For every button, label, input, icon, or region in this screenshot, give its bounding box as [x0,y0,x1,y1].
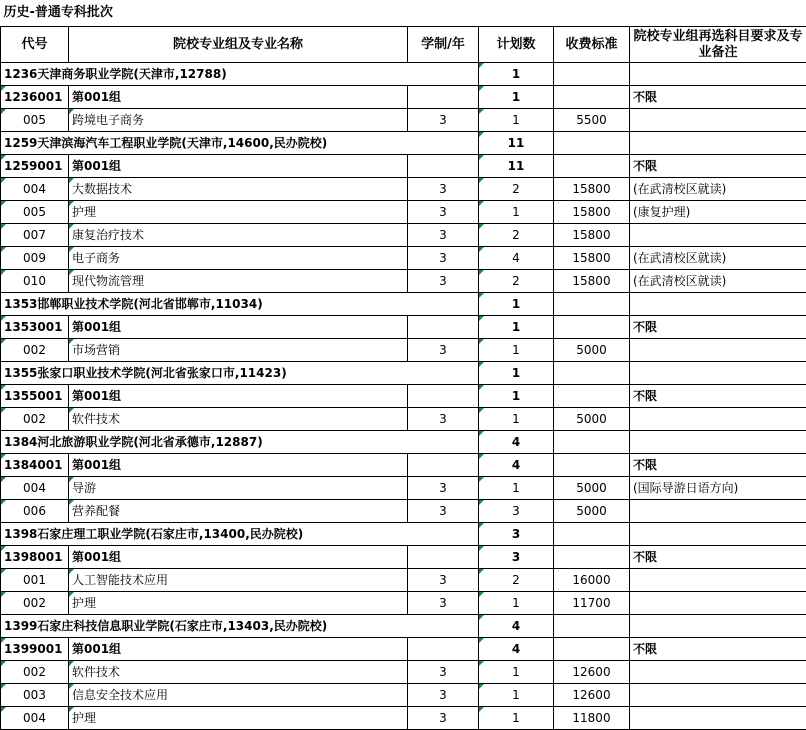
cell-name[interactable]: 1384河北旅游职业学院(河北省承德市,12887) [1,431,479,454]
major-row [1,270,806,293]
cell-code[interactable]: 1355001 [1,385,69,408]
cell-years[interactable]: 3 [408,500,479,523]
school-row [1,293,806,316]
cell-plan[interactable]: 1 [479,63,554,86]
cell-code[interactable]: 1398001 [1,546,69,569]
cell-plan[interactable]: 4 [479,247,554,270]
cell-note[interactable] [630,569,806,592]
cell-name[interactable]: 第001组 [69,546,408,569]
cell-fee[interactable]: 5000 [554,339,630,362]
cell-fee[interactable]: 11800 [554,707,630,730]
cell-code[interactable]: 002 [1,339,69,362]
cell-note[interactable] [630,132,806,155]
group-row [1,454,806,477]
school-row [1,63,806,86]
cell-name[interactable]: 人工智能技术应用 [69,569,408,592]
cell-note[interactable] [630,408,806,431]
cell-fee[interactable]: 15800 [554,270,630,293]
cell-name[interactable]: 第001组 [69,385,408,408]
cell-years[interactable] [408,638,479,661]
header-row [1,27,806,63]
cell-years[interactable] [408,316,479,339]
cell-plan[interactable]: 1 [479,293,554,316]
cell-note[interactable]: 不限 [630,86,806,109]
header-fee[interactable]: 收费标准 [554,27,630,63]
cell-note[interactable] [630,661,806,684]
group-row [1,385,806,408]
major-row [1,109,806,132]
cell-code[interactable]: 006 [1,500,69,523]
group-row [1,86,806,109]
school-row [1,523,806,546]
cell-plan[interactable]: 3 [479,500,554,523]
cell-note[interactable]: 不限 [630,316,806,339]
cell-fee[interactable]: 5000 [554,408,630,431]
group-row [1,316,806,339]
cell-fee[interactable]: 15800 [554,224,630,247]
cell-code[interactable]: 1384001 [1,454,69,477]
school-row [1,615,806,638]
cell-fee[interactable]: 5500 [554,109,630,132]
cell-plan[interactable]: 4 [479,454,554,477]
cell-fee[interactable] [554,431,630,454]
cell-fee[interactable] [554,523,630,546]
major-row [1,224,806,247]
cell-name[interactable]: 护理 [69,707,408,730]
cell-note[interactable]: 不限 [630,155,806,178]
cell-years[interactable]: 3 [408,684,479,707]
cell-fee[interactable] [554,638,630,661]
cell-note[interactable]: (在武清校区就读) [630,247,806,270]
cell-fee[interactable] [554,63,630,86]
cell-name[interactable]: 康复治疗技术 [69,224,408,247]
cell-plan[interactable]: 2 [479,569,554,592]
cell-name[interactable]: 大数据技术 [69,178,408,201]
header-years[interactable]: 学制/年 [408,27,479,63]
cell-plan[interactable]: 1 [479,339,554,362]
cell-years[interactable] [408,546,479,569]
cell-code[interactable]: 004 [1,707,69,730]
cell-name[interactable]: 1353邯郸职业技术学院(河北省邯郸市,11034) [1,293,479,316]
major-row [1,500,806,523]
cell-note[interactable]: (康复护理) [630,201,806,224]
cell-note[interactable] [630,500,806,523]
cell-code[interactable]: 005 [1,201,69,224]
cell-plan[interactable]: 4 [479,431,554,454]
group-row [1,638,806,661]
cell-note[interactable] [630,615,806,638]
cell-name[interactable]: 跨境电子商务 [69,109,408,132]
cell-name[interactable]: 护理 [69,201,408,224]
cell-note[interactable] [630,293,806,316]
cell-plan[interactable]: 4 [479,638,554,661]
cell-note[interactable] [630,339,806,362]
sheet-title-row [1,0,806,27]
group-row [1,155,806,178]
cell-code[interactable]: 003 [1,684,69,707]
school-row [1,362,806,385]
cell-plan[interactable]: 2 [479,224,554,247]
cell-fee[interactable]: 12600 [554,661,630,684]
cell-name[interactable]: 第001组 [69,155,408,178]
cell-name[interactable]: 第001组 [69,638,408,661]
cell-note[interactable] [630,684,806,707]
major-row [1,592,806,615]
cell-fee[interactable]: 15800 [554,247,630,270]
cell-plan[interactable]: 3 [479,546,554,569]
cell-code[interactable]: 007 [1,224,69,247]
cell-fee[interactable]: 15800 [554,178,630,201]
major-row [1,201,806,224]
cell-name[interactable]: 第001组 [69,454,408,477]
cell-name[interactable]: 1236天津商务职业学院(天津市,12788) [1,63,479,86]
cell-plan[interactable]: 2 [479,270,554,293]
cell-name[interactable]: 第001组 [69,316,408,339]
cell-fee[interactable] [554,86,630,109]
cell-plan[interactable]: 1 [479,661,554,684]
cell-code[interactable]: 002 [1,408,69,431]
cell-code[interactable]: 005 [1,109,69,132]
cell-fee[interactable] [554,362,630,385]
cell-name[interactable]: 导游 [69,477,408,500]
cell-note[interactable] [630,63,806,86]
cell-plan[interactable]: 1 [479,385,554,408]
cell-note[interactable]: 不限 [630,638,806,661]
cell-note[interactable]: 不限 [630,385,806,408]
cell-plan[interactable]: 11 [479,155,554,178]
cell-code[interactable]: 002 [1,592,69,615]
header-plan[interactable]: 计划数 [479,27,554,63]
cell-name[interactable]: 1355张家口职业技术学院(河北省张家口市,11423) [1,362,479,385]
cell-code[interactable]: 1236001 [1,86,69,109]
cell-fee[interactable] [554,316,630,339]
cell-fee[interactable] [554,132,630,155]
cell-fee[interactable] [554,155,630,178]
school-row [1,431,806,454]
header-name[interactable]: 院校专业组及专业名称 [69,27,408,63]
cell-name[interactable]: 1259天津滨海汽车工程职业学院(天津市,14600,民办院校) [1,132,479,155]
cell-plan[interactable]: 1 [479,408,554,431]
cell-name[interactable]: 1398石家庄理工职业学院(石家庄市,13400,民办院校) [1,523,479,546]
cell-name[interactable]: 第001组 [69,86,408,109]
cell-years[interactable] [408,155,479,178]
cell-code[interactable]: 1353001 [1,316,69,339]
cell-fee[interactable]: 5000 [554,477,630,500]
header-note[interactable]: 院校专业组再选科目要求及专业备注 [630,27,806,63]
cell-years[interactable] [408,385,479,408]
major-row [1,408,806,431]
cell-years[interactable]: 3 [408,408,479,431]
cell-fee[interactable] [554,293,630,316]
cell-years[interactable]: 3 [408,477,479,500]
cell-years[interactable]: 3 [408,201,479,224]
major-row [1,477,806,500]
header-code[interactable]: 代号 [1,27,69,63]
cell-name[interactable]: 信息安全技术应用 [69,684,408,707]
cell-name[interactable]: 1399石家庄科技信息职业学院(石家庄市,13403,民办院校) [1,615,479,638]
cell-fee[interactable] [554,385,630,408]
cell-years[interactable]: 3 [408,661,479,684]
major-row [1,339,806,362]
cell-name[interactable]: 营养配餐 [69,500,408,523]
cell-plan[interactable]: 1 [479,316,554,339]
cell-plan[interactable]: 1 [479,684,554,707]
cell-note[interactable] [630,523,806,546]
cell-plan[interactable]: 11 [479,132,554,155]
cell-years[interactable]: 3 [408,707,479,730]
cell-years[interactable]: 3 [408,224,479,247]
cell-years[interactable]: 3 [408,109,479,132]
cell-code[interactable]: 1259001 [1,155,69,178]
cell-plan[interactable]: 1 [479,86,554,109]
cell-fee[interactable] [554,615,630,638]
major-row [1,247,806,270]
cell-plan[interactable]: 1 [479,477,554,500]
cell-plan[interactable]: 1 [479,592,554,615]
cell-plan[interactable]: 1 [479,109,554,132]
cell-note[interactable] [630,592,806,615]
cell-years[interactable]: 3 [408,339,479,362]
cell-name[interactable]: 软件技术 [69,408,408,431]
cell-name[interactable]: 现代物流管理 [69,270,408,293]
cell-plan[interactable]: 4 [479,615,554,638]
cell-code[interactable]: 004 [1,477,69,500]
cell-years[interactable]: 3 [408,247,479,270]
cell-plan[interactable]: 1 [479,707,554,730]
major-row [1,569,806,592]
cell-years[interactable]: 3 [408,270,479,293]
cell-note[interactable] [630,224,806,247]
cell-note[interactable]: (在武清校区就读) [630,270,806,293]
cell-years[interactable]: 3 [408,592,479,615]
cell-code[interactable]: 009 [1,247,69,270]
cell-note[interactable]: 不限 [630,454,806,477]
cell-note[interactable] [630,707,806,730]
cell-years[interactable]: 3 [408,178,479,201]
major-row [1,707,806,730]
cell-fee[interactable] [554,546,630,569]
cell-name[interactable]: 护理 [69,592,408,615]
cell-name[interactable]: 软件技术 [69,661,408,684]
cell-note[interactable] [630,109,806,132]
cell-code[interactable]: 010 [1,270,69,293]
cell-fee[interactable]: 12600 [554,684,630,707]
cell-years[interactable] [408,86,479,109]
cell-note[interactable]: (在武清校区就读) [630,178,806,201]
cell-note[interactable]: 不限 [630,546,806,569]
cell-fee[interactable]: 15800 [554,201,630,224]
cell-fee[interactable]: 11700 [554,592,630,615]
school-row [1,132,806,155]
cell-fee[interactable]: 16000 [554,569,630,592]
cell-plan[interactable]: 1 [479,362,554,385]
major-row [1,661,806,684]
cell-code[interactable]: 004 [1,178,69,201]
cell-fee[interactable]: 5000 [554,500,630,523]
major-row [1,178,806,201]
cell-note[interactable]: (国际导游日语方向) [630,477,806,500]
cell-note[interactable] [630,362,806,385]
sheet-title[interactable]: 历史-普通专科批次 [1,0,806,27]
cell-code[interactable]: 001 [1,569,69,592]
cell-years[interactable]: 3 [408,569,479,592]
cell-name[interactable]: 电子商务 [69,247,408,270]
cell-name[interactable]: 市场营销 [69,339,408,362]
cell-fee[interactable] [554,454,630,477]
cell-note[interactable] [630,431,806,454]
cell-plan[interactable]: 3 [479,523,554,546]
cell-plan[interactable]: 1 [479,201,554,224]
group-row [1,546,806,569]
cell-code[interactable]: 002 [1,661,69,684]
major-row [1,684,806,707]
cell-code[interactable]: 1399001 [1,638,69,661]
cell-years[interactable] [408,454,479,477]
cell-plan[interactable]: 2 [479,178,554,201]
